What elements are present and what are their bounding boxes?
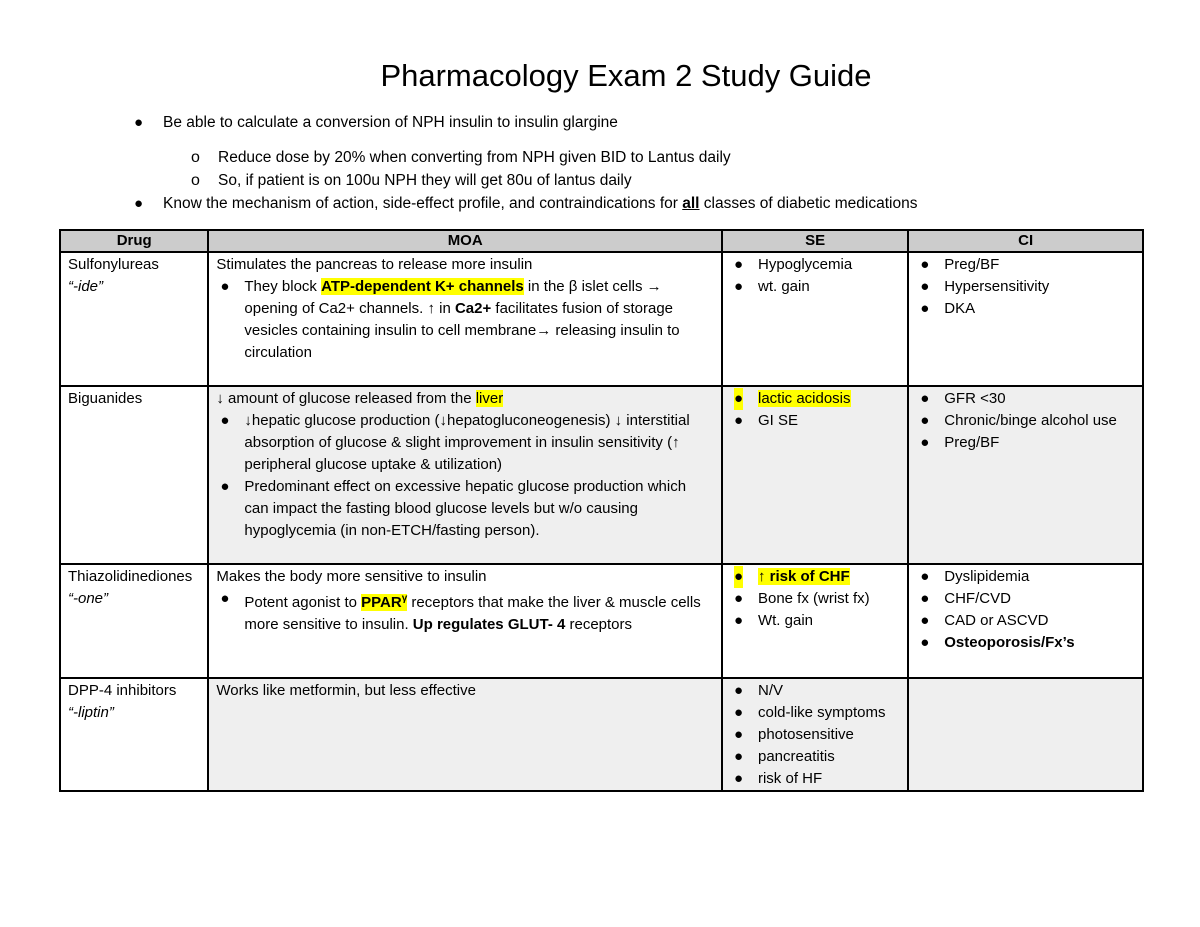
ci-item: ● CHF/CVD: [920, 590, 1011, 607]
se-item: ● Wt. gain: [733, 612, 814, 629]
se-item: ● Hypoglycemia: [733, 256, 853, 273]
moa-item: ● ↓hepatic glucose production (↓hepatogluconeogenesis) ↓ interstitial absorption of glucose & slight improvement in insulin sensitivity (↑ peripheral glucose uptake & utilization): [220, 412, 690, 473]
ci-text: CAD or ASCVD: [944, 612, 1049, 629]
drug-name: DPP-4 inhibitors: [68, 682, 177, 699]
se-item: ● photosensitive: [733, 726, 854, 743]
ci-item: ● Dyslipidemia: [920, 568, 1030, 585]
moa-lead: Works like metformin, but less effective: [216, 682, 476, 699]
se-text: photosensitive: [757, 726, 854, 743]
se-list: [730, 388, 900, 432]
se-text: Hypoglycemia: [757, 256, 853, 273]
se-list: [730, 566, 900, 632]
moa-list: [216, 588, 714, 636]
intro-bullet-1: Be able to calculate a conversion of NPH insulin to insulin glargine: [163, 114, 618, 131]
se-text: GI SE: [757, 412, 798, 429]
ci-item: ● Chronic/binge alcohol use: [920, 412, 1117, 429]
moa-superscript: γ: [401, 593, 408, 604]
moa-highlight: [361, 594, 407, 611]
se-cell: [722, 386, 908, 564]
circle-bullet: o: [191, 172, 200, 189]
moa-text: facilitates fusion of storage vesicles containing insulin to cell membrane→ releasing insulin to circulation: [244, 300, 680, 361]
ci-text: Dyslipidemia: [944, 568, 1030, 585]
moa-text: Predominant effect on excessive hepatic glucose production which can impact the fasting blood glucose levels but w/o causing hypoglycemia (in non-ETCH/fasting person).: [244, 478, 687, 539]
ci-item: ● GFR <30: [920, 390, 1006, 407]
ci-item: ● Preg/BF: [920, 434, 1000, 451]
se-item: ● lactic acidosis: [730, 388, 900, 410]
drug-cell: [60, 386, 208, 564]
ci-text: Preg/BF: [944, 434, 1000, 451]
se-text: risk of HF: [757, 770, 823, 787]
se-item: ● pancreatitis: [733, 748, 835, 765]
drug-cell: [60, 678, 208, 791]
moa-bold: Ca2+: [454, 300, 492, 317]
ci-text: Hypersensitivity: [944, 278, 1050, 295]
ci-text: CHF/CVD: [944, 590, 1011, 607]
drug-table: [59, 229, 1144, 792]
header-drug: Drug: [60, 230, 208, 252]
moa-text: ↓hepatic glucose production (↓hepatogluconeogenesis) ↓ interstitial absorption of glucose & slight improvement in insulin sensitivity (↑ peripheral glucose uptake & utilization): [244, 412, 690, 473]
se-item: ● N/V: [733, 682, 783, 699]
ci-text: Preg/BF: [944, 256, 1000, 273]
header-se: SE: [722, 230, 908, 252]
se-text: Wt. gain: [757, 612, 814, 629]
se-item: ● wt. gain: [733, 278, 810, 295]
ci-list: [916, 388, 1135, 454]
moa-item: ● They block ATP-dependent K+ channels in the β islet cells → opening of Ca2+ channels. ↑ in Ca2+ facilitates fusion of storage vesicles containing insulin to cell membrane→ releasing insulin to circulation: [220, 278, 680, 361]
ci-cell: [908, 386, 1143, 564]
moa-highlight: ATP-dependent K+ channels: [321, 278, 524, 295]
intro-list: [0, 0, 1200, 230]
moa-list: [216, 276, 714, 364]
se-list: [730, 254, 900, 298]
se-item: ● cold-like symptoms: [733, 704, 886, 721]
se-highlight: lactic acidosis: [757, 390, 851, 407]
drug-name: Thiazolidinediones: [68, 568, 193, 585]
moa-cell: [208, 564, 722, 678]
intro-bullet-2-emphasis: all: [682, 195, 700, 212]
se-highlight: ↑ risk of CHF: [757, 568, 850, 585]
ci-text: GFR <30: [944, 390, 1006, 407]
intro-sub-2: So, if patient is on 100u NPH they will get 80u of lantus daily: [218, 172, 632, 189]
drug-suffix: “-liptin”: [68, 704, 114, 721]
header-moa: MOA: [208, 230, 722, 252]
se-cell: [722, 678, 908, 791]
moa-cell: [208, 252, 722, 386]
ci-cell: [908, 678, 1143, 791]
intro-bullet-2: [163, 195, 917, 213]
se-text: Bone fx (wrist fx): [757, 590, 870, 607]
moa-item: ● Predominant effect on excessive hepatic glucose production which can impact the fasting blood glucose levels but w/o causing hypoglycemia (in non-ETCH/fasting person).: [220, 478, 687, 539]
moa-highlight-text: PPAR: [361, 594, 402, 611]
se-item: ● GI SE: [733, 412, 798, 429]
intro-bullet-2-text: Know the mechanism of action, side-effect profile, and contraindications for: [163, 195, 683, 212]
moa-highlight: liver: [475, 390, 504, 407]
bullet-dot: ●: [134, 195, 144, 212]
se-text: cold-like symptoms: [757, 704, 886, 721]
se-item: ● Bone fx (wrist fx): [733, 590, 870, 607]
se-text: pancreatitis: [757, 748, 835, 765]
se-cell: [722, 252, 908, 386]
drug-cell: [60, 252, 208, 386]
table-row: [60, 386, 1143, 564]
se-text: wt. gain: [757, 278, 810, 295]
ci-item: ● Preg/BF: [920, 256, 1000, 273]
ci-bold: Osteoporosis/Fx’s: [944, 634, 1075, 651]
se-cell: [722, 564, 908, 678]
moa-bold: Up regulates GLUT- 4: [412, 616, 566, 633]
moa-text: Potent agonist to: [244, 594, 362, 611]
moa-item: ● Potent agonist to $PPAR^\gamma$ receptors that make the liver & muscle cells more sensitive to insulin. Up regulates GLUT- 4 receptors: [220, 590, 701, 633]
header-ci: CI: [908, 230, 1143, 252]
moa-list: [216, 410, 714, 542]
intro-bullet-2-text-end: classes of diabetic medications: [699, 195, 918, 212]
moa-text: ↓ amount of glucose released from the: [216, 390, 476, 407]
moa-lead: [216, 388, 714, 410]
moa-text: receptors that make the liver & muscle cells more sensitive to insulin.: [244, 594, 701, 633]
moa-cell: [208, 386, 722, 564]
ci-text: Chronic/binge alcohol use: [944, 412, 1117, 429]
ci-item: ● DKA: [920, 300, 976, 317]
se-text: N/V: [757, 682, 783, 699]
ci-list: [916, 566, 1135, 654]
ci-cell: [908, 564, 1143, 678]
ci-item: ● Osteoporosis/Fx’s: [920, 634, 1075, 651]
table-header-row: [60, 230, 1143, 252]
table-row: [60, 564, 1143, 678]
table-row: [60, 252, 1143, 386]
se-item: ● ↑ risk of CHF: [730, 566, 900, 588]
drug-name: Sulfonylureas: [68, 256, 159, 273]
bullet-dot: ●: [134, 114, 144, 131]
drug-suffix: “-one”: [68, 590, 109, 607]
ci-item: ● CAD or ASCVD: [920, 612, 1049, 629]
drug-name: Biguanides: [68, 390, 143, 407]
moa-text: receptors: [565, 616, 633, 633]
circle-bullet: o: [191, 149, 200, 166]
moa-text: They block: [244, 278, 322, 295]
se-item: ● risk of HF: [733, 770, 823, 787]
drug-suffix: “-ide”: [68, 278, 104, 295]
ci-text: DKA: [944, 300, 976, 317]
ci-list: [916, 254, 1135, 320]
moa-text: in the β islet cells → opening of Ca2+ channels. ↑ in: [244, 278, 662, 317]
se-list: [730, 680, 900, 790]
moa-lead: Stimulates the pancreas to release more insulin: [216, 256, 533, 273]
intro-sub-1: Reduce dose by 20% when converting from NPH given BID to Lantus daily: [218, 149, 731, 166]
moa-lead: Makes the body more sensitive to insulin: [216, 568, 487, 585]
moa-cell: [208, 678, 722, 791]
drug-cell: [60, 564, 208, 678]
ci-cell: [908, 252, 1143, 386]
page-title: Pharmacology Exam 2 Study Guide: [380, 58, 872, 93]
ci-item: ● Hypersensitivity: [920, 278, 1050, 295]
table-row: [60, 678, 1143, 791]
